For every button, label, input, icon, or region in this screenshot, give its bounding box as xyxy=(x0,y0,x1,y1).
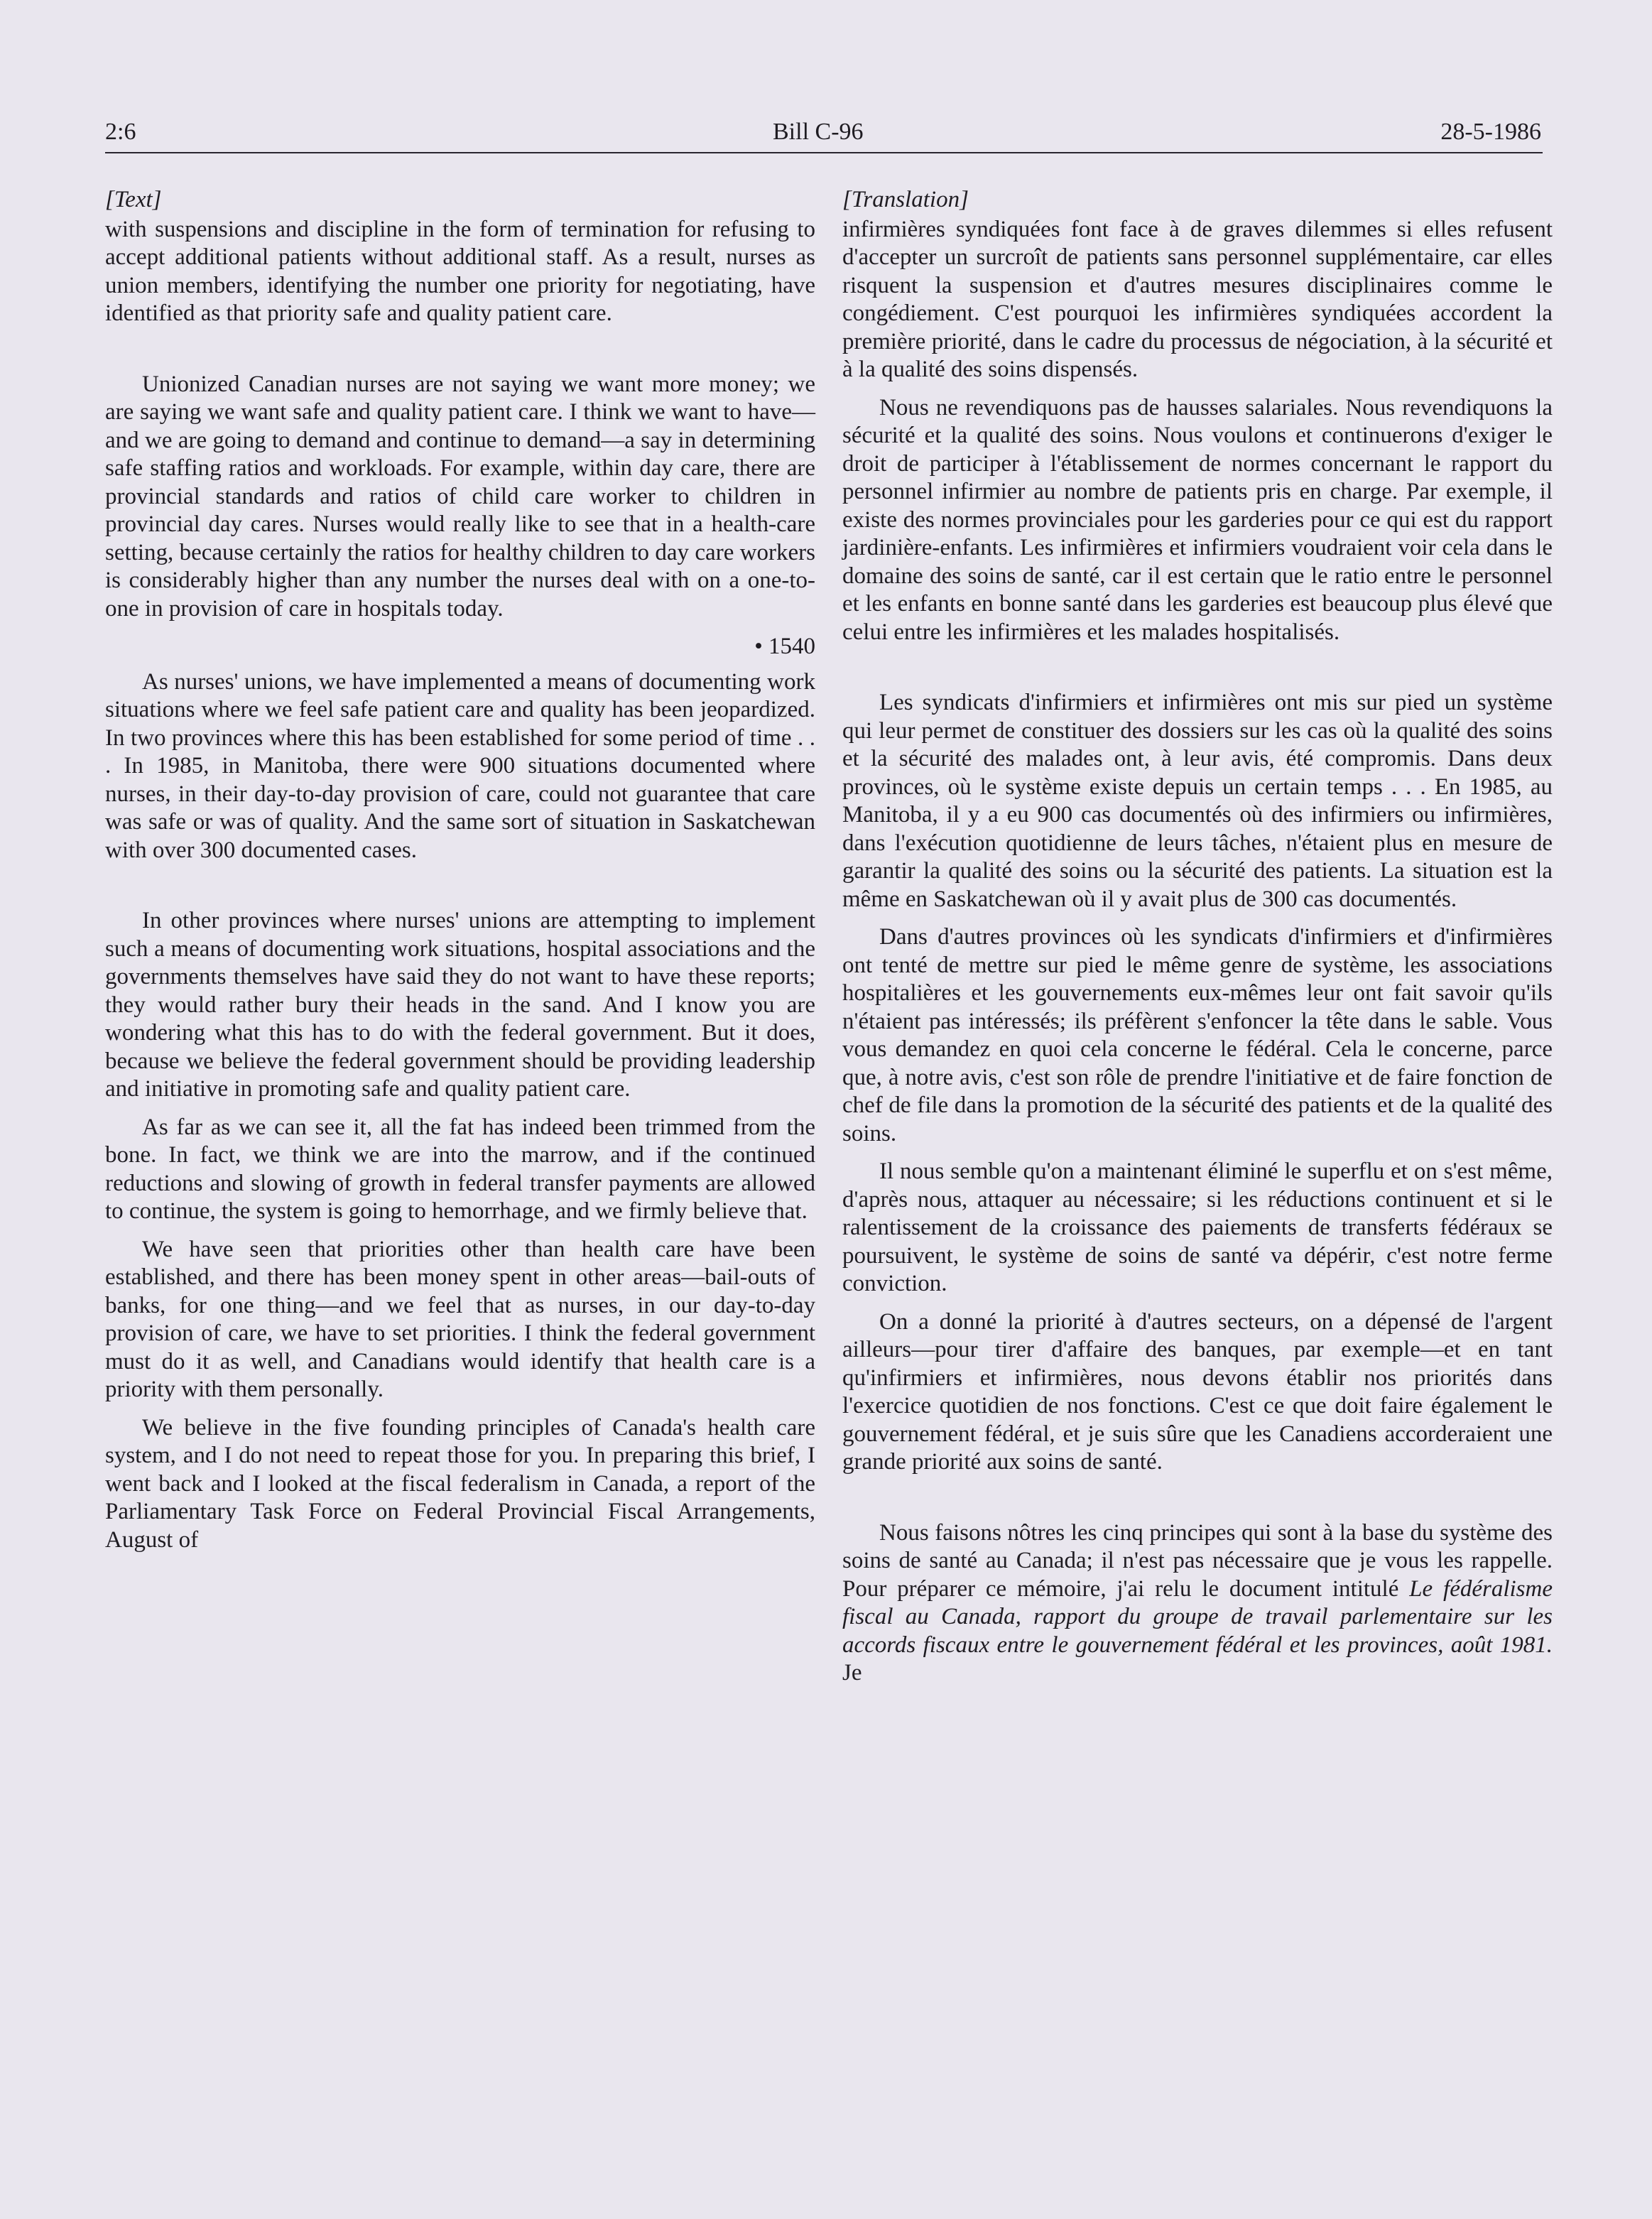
french-paragraph: Les syndicats d'infirmiers et infirmières ont mis sur pied un système qui leur permet de constituer des dossiers sur les cas où la qualité des soins et la sécurité des malades ont, à leur avis, été compromis. Dans deux provinces, où le système existe depuis un certain temps . . . En 1985, au Manitoba, il y a eu 900 cas documentés où des infirmiers ou infirmières, dans l'exécution quotidienne de leurs tâches, n'étaient plus en mesure de garantir la qualité des soins ou la sécurité des patients. La situation est la même en Saskatchewan où il y avait plus de 300 cas documentés. xyxy=(842,690,1553,912)
paragraph-intro: Nous faisons nôtres les cinq principes qui sont à la base du système des soins de santé au Canada; il n'est pas nécessaire que je vous les rappelle. Pour préparer ce mémoire, j'ai relu le document intitulé xyxy=(842,1519,1553,1602)
bill-title: Bill C-96 xyxy=(773,119,864,145)
page-number: 2:6 xyxy=(105,119,136,145)
french-paragraph-last xyxy=(842,1519,1553,1688)
english-paragraph: As nurses' unions, we have implemented a means of documenting work situations where we feel safe patient care and quality has been jeopardized. In two provinces where this has been established for some period of time . . . In 1985, in Manitoba, there were 900 situations documented where nurses, in their day-to-day provision of care, could not guarantee that care was safe or was of quality. And the same sort of situation in Saskatchewan with over 300 documented cases. xyxy=(105,668,815,863)
header-rule xyxy=(105,152,1543,153)
english-paragraph: As far as we can see it, all the fat has indeed been trimmed from the bone. In fact, we think we are into the marrow, and if the continued reductions and slowing of growth in federal transfer payments are allowed to continue, the system is going to hemorrhage, and we firmly believe that. xyxy=(105,1114,815,1224)
french-paragraph: Nous ne revendiquons pas de hausses salariales. Nous revendiquons la sécurité et la qualité des soins. Nous voulons et continuerons d'exiger le droit de participer à l'établissement de normes concernant le rapport du personnel infirmier au nombre de patients pris en charge. Par exemple, il existe des normes provinciales pour les garderies pour ce qui est du rapport jardinière-enfants. Les infirmières et infirmiers voudraient voir cela dans le domaine des soins de santé, car il est certain que le ratio entre le personnel et les enfants en bonne santé dans les garderies est beaucoup plus élevé que celui entre les infirmières et les malades hospitalisés. xyxy=(842,394,1553,645)
french-paragraph: Il nous semble qu'on a maintenant éliminé le superflu et on s'est même, d'après nous, attaquer au nécessaire; si les réductions continuent et si le ralentissement de la croissance des paiements de transferts fédéraux se poursuivent, le système de soins de santé va dépérir, c'est notre ferme conviction. xyxy=(842,1159,1553,1296)
paragraph-tail: Je xyxy=(842,1660,862,1686)
report-title: Le fédéralisme fiscal au Canada, rapport du groupe de travail parlementaire sur les accords fiscaux entre le gouvernement fédéral et les provinces, août 1981. xyxy=(842,1575,1553,1658)
time-marker: • 1540 xyxy=(754,634,815,659)
french-paragraph: On a donné la priorité à d'autres secteurs, on a dépensé de l'argent ailleurs—pour tirer d'affaire des banques, par exemple—et en tant qu'infirmiers et infirmières, nous devons établir nos priorités dans l'exercice quotidien de nos fonctions. C'est ce que doit faire également le gouvernement fédéral, et je suis sûre que les Canadiens accorderaient une grande priorité aux soins de santé. xyxy=(842,1308,1553,1475)
text-label: [Text] xyxy=(105,187,162,212)
translation-label: [Translation] xyxy=(842,187,969,212)
sitting-date: 28-5-1986 xyxy=(1440,119,1541,145)
english-paragraph: In other provinces where nurses' unions are attempting to implement such a means of documenting work situations, hospital associations and the governments themselves have said they do not want to have these reports; they would rather bury their heads in the sand. And I know you are wondering what this has to do with the federal government. But it does, because we believe the federal government should be providing leadership and initiative in promoting safe and quality patient care. xyxy=(105,908,815,1102)
english-paragraph: We have seen that priorities other than health care have been established, and there has been money spent in other areas—bail-outs of banks, for one thing—and we feel that as nurses, in our day-to-day provision of care, we have to set priorities. I think the federal government must do it as well, and Canadians would identify that health care is a priority with them personally. xyxy=(105,1236,815,1402)
english-paragraph: Unionized Canadian nurses are not saying we want more money; we are saying we want safe and quality patient care. I think we want to have—and we are going to demand and continue to demand—a say in determining safe staffing ratios and workloads. For example, within day care, there are provincial standards and ratios of child care worker to children in provincial day cares. Nurses would really like to see that in a health-care setting, because certainly the ratios for healthy children to day care workers is considerably higher than any number the nurses deal with on a one-to-one in provision of care in hospitals today. xyxy=(105,371,815,622)
french-column xyxy=(842,186,1553,1688)
english-column xyxy=(105,186,815,1554)
english-paragraph: We believe in the five founding principles of Canada's health care system, and I do not need to repeat those for you. In preparing this brief, I went back and I looked at the fiscal federalism in Canada, a report of the Parliamentary Task Force on Federal Provincial Fiscal Arrangements, August of xyxy=(105,1414,815,1553)
page-header xyxy=(0,0,1652,163)
french-paragraph: Dans d'autres provinces où les syndicats d'infirmiers et d'infirmières ont tenté de mettre sur pied le même genre de système, les associations hospitalières et les gouvernements eux-mêmes leur ont fait savoir qu'ils n'étaient pas intéressés; ils préfèrent s'enfoncer la tête dans le sable. Vous vous demandez en quoi cela concerne le fédéral. Cela le concerne, parce que, à notre avis, c'est son rôle de prendre l'initiative et de faire fonction de chef de file dans la promotion de la sécurité des patients et de la qualité des soins. xyxy=(842,924,1553,1146)
english-paragraph: with suspensions and discipline in the form of termination for refusing to accept additional patients without additional staff. As a result, nurses as union members, identifying the number one priority for negotiating, have identified as that priority safe and quality patient care. xyxy=(105,216,815,326)
french-paragraph: infirmières syndiquées font face à de graves dilemmes si elles refusent d'accepter un surcroît de patients sans personnel supplémentaire, car elles risquent la suspension et d'autres mesures disciplinaires comme le congédiement. C'est pourquoi les infirmières syndiquées accordent la première priorité, dans le cadre du processus de négociation, à la sécurité et à la qualité des soins dispensés. xyxy=(842,216,1553,382)
